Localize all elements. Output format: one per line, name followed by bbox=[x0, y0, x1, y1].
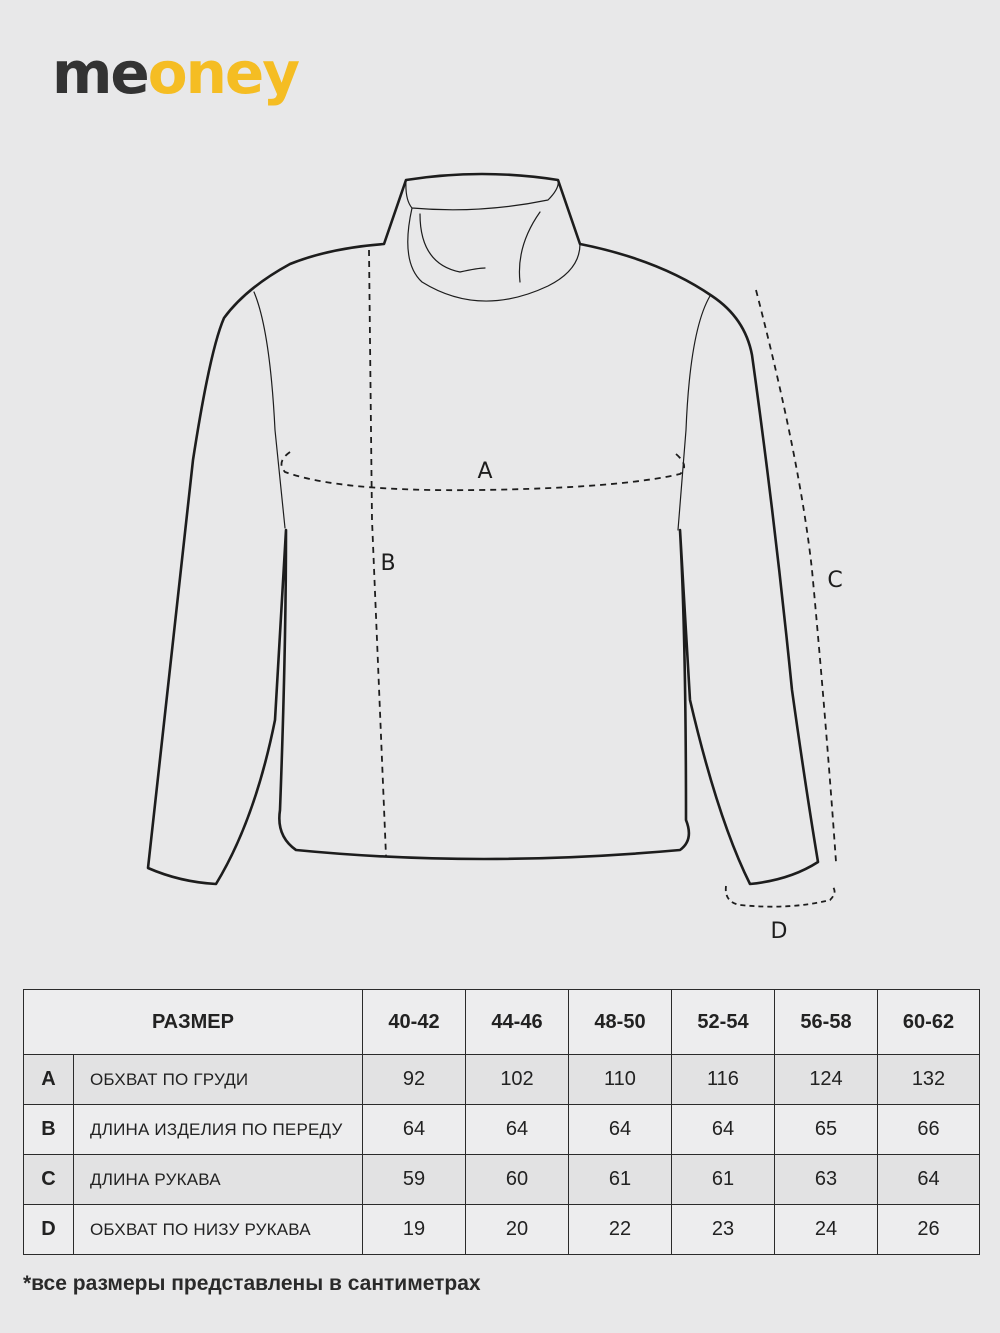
table-cell: 66 bbox=[878, 1105, 980, 1155]
row-name: ОБХВАТ ПО ГРУДИ bbox=[74, 1055, 363, 1105]
label-d: D bbox=[770, 919, 788, 944]
table-cell: 22 bbox=[569, 1205, 672, 1255]
row-code: A bbox=[24, 1055, 74, 1105]
measure-line-c bbox=[756, 290, 836, 862]
table-cell: 116 bbox=[672, 1055, 775, 1105]
size-table bbox=[23, 989, 980, 1255]
right-armhole-seam bbox=[678, 296, 710, 530]
collar-crease-right bbox=[519, 212, 540, 282]
table-row bbox=[24, 1205, 980, 1255]
size-column-header: 60-62 bbox=[878, 990, 980, 1055]
size-column-header: 44-46 bbox=[466, 990, 569, 1055]
table-cell: 64 bbox=[878, 1155, 980, 1205]
table-row bbox=[24, 1155, 980, 1205]
row-name: ДЛИНА РУКАВА bbox=[74, 1155, 363, 1205]
collar-fold-line bbox=[408, 208, 580, 301]
table-row bbox=[24, 1105, 980, 1155]
table-cell: 23 bbox=[672, 1205, 775, 1255]
measure-line-d bbox=[726, 886, 835, 907]
table-cell: 65 bbox=[775, 1105, 878, 1155]
row-name: ДЛИНА ИЗДЕЛИЯ ПО ПЕРЕДУ bbox=[74, 1105, 363, 1155]
table-cell: 63 bbox=[775, 1155, 878, 1205]
row-code: C bbox=[24, 1155, 74, 1205]
size-column-header: 56-58 bbox=[775, 990, 878, 1055]
table-cell: 20 bbox=[466, 1205, 569, 1255]
size-column-header: 48-50 bbox=[569, 990, 672, 1055]
table-cell: 102 bbox=[466, 1055, 569, 1105]
size-column-header: 52-54 bbox=[672, 990, 775, 1055]
label-b: B bbox=[380, 551, 396, 576]
table-cell: 64 bbox=[672, 1105, 775, 1155]
table-cell: 19 bbox=[363, 1205, 466, 1255]
collar-inner-line bbox=[406, 180, 558, 210]
row-code: B bbox=[24, 1105, 74, 1155]
brand-logo-part1: me bbox=[52, 39, 148, 107]
label-a: A bbox=[477, 459, 493, 484]
table-cell: 64 bbox=[569, 1105, 672, 1155]
table-cell: 132 bbox=[878, 1055, 980, 1105]
table-row bbox=[24, 1055, 980, 1105]
table-cell: 61 bbox=[672, 1155, 775, 1205]
brand-logo-part2: oney bbox=[147, 39, 299, 107]
size-table-header-label: РАЗМЕР bbox=[24, 990, 363, 1055]
label-c: C bbox=[827, 568, 843, 593]
sweater-outline bbox=[148, 174, 818, 884]
table-cell: 124 bbox=[775, 1055, 878, 1105]
table-cell: 60 bbox=[466, 1155, 569, 1205]
table-cell: 26 bbox=[878, 1205, 980, 1255]
left-armhole-seam bbox=[254, 292, 285, 528]
collar-crease-left bbox=[420, 214, 485, 272]
table-cell: 24 bbox=[775, 1205, 878, 1255]
table-cell: 64 bbox=[466, 1105, 569, 1155]
size-column-header: 40-42 bbox=[363, 990, 466, 1055]
table-cell: 61 bbox=[569, 1155, 672, 1205]
size-table-header-row bbox=[24, 990, 980, 1055]
row-name: ОБХВАТ ПО НИЗУ РУКАВА bbox=[74, 1205, 363, 1255]
row-code: D bbox=[24, 1205, 74, 1255]
table-cell: 110 bbox=[569, 1055, 672, 1105]
footnote: *все размеры представлены в сантиметрах bbox=[23, 1272, 481, 1295]
table-cell: 64 bbox=[363, 1105, 466, 1155]
table-cell: 59 bbox=[363, 1155, 466, 1205]
table-cell: 92 bbox=[363, 1055, 466, 1105]
